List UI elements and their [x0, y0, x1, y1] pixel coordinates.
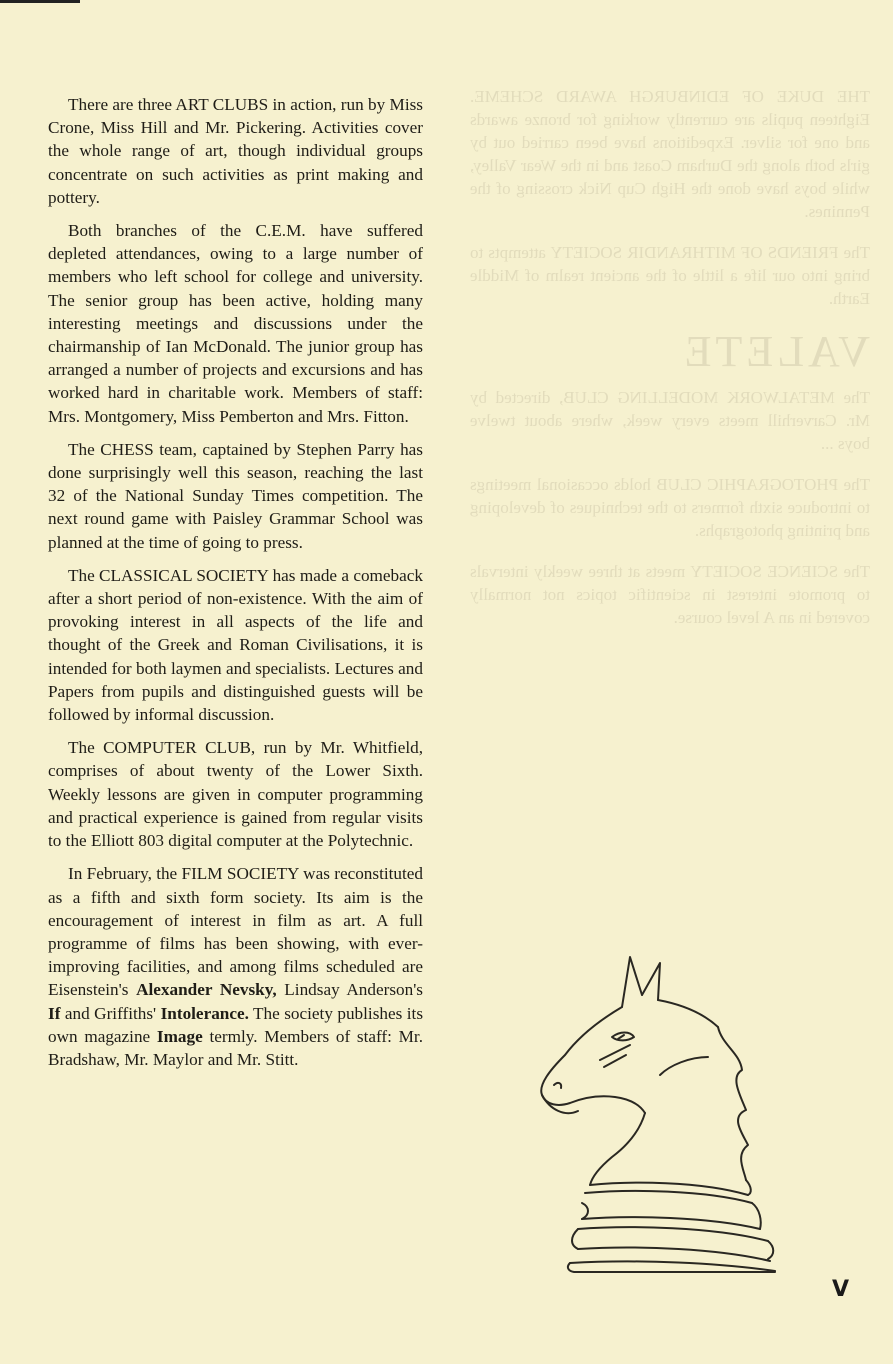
page-number: V	[831, 1277, 849, 1302]
chess-knight-icon	[530, 945, 780, 1275]
paragraph-art-clubs: There are three ART CLUBS in action, run by Miss Crone, Miss Hill and Mr. Pickering. Activities cover the whole range of art, though individual groups concentrate on such activities as print making and pottery.	[48, 95, 423, 207]
article-column	[48, 93, 423, 1081]
paragraph-film-society	[48, 862, 423, 1071]
magazine-title-image: Image	[156, 1026, 203, 1046]
page-edge-mark	[0, 0, 80, 3]
paragraph-classical-society: The CLASSICAL SOCIETY has made a comeback after a short period of non-existence. With the aim of provoking interest in all aspects of the life and thought of the Greek and Roman Civilisations, it is intended for both laymen and specialists. Lectures and Papers from pupils and distinguished guests will be followed by informal discussion.	[48, 565, 423, 725]
film-text-2: Lindsay Anderson's	[276, 980, 423, 1000]
film-text-5: termly. Members of staff: Mr. Bradshaw, Mr. Maylor and Mr. Stitt.	[48, 1026, 423, 1069]
paragraph-computer-club: The COMPUTER CLUB, run by Mr. Whitfield, comprises of about twenty of the Lower Sixth. Weekly lessons are given in computer programming and practical experience is gained from regular visits to the Elliott 803 digital computer at the Polytechnic.	[48, 738, 423, 851]
paragraph-chess: The CHESS team, captained by Stephen Parry has done surprisingly well this season, reaching the last 32 of the National Sunday Times competition. The next round game with Paisley Grammar School was planned at the time of going to press.	[48, 439, 423, 552]
film-title-intolerance: Intolerance.	[160, 1003, 249, 1023]
paragraph-cem: Both branches of the C.E.M. have suffered depleted attendances, owing to a large number of members who left school for college and university. The senior group has been active, holding many interesting meetings and discussions under the chairmanship of Ian McDonald. The junior group has arranged a number of projects and excursions and has worked hard in charitable work. Members of staff: Mrs. Montgomery, Miss Pemberton and Mrs. Fitton.	[48, 221, 423, 426]
film-text-4: The society publishes its own magazine	[48, 1003, 424, 1046]
reverse-side-bleed-through: THE DUKE OF EDINBURGH AWARD SCHEME. Eighteen pupils are currently working for bronze awards and one for silver. Expeditions have been carried out by girls both along the Durham Coast and in the Wear Valley, while boys have done the High Cup Nick crossing of the Pennines. The FRIENDS OF MITHRANDIR SOCIETY attempts to bring into our life a little of the ancient realm of Middle Earth. VALETE The METALWORK MODELLING CLUB, directed by Mr. Carverhill meets every week, where about twelve boys ... The PHOTOGRAPHIC CLUB holds occasional meetings to introduce sixth formers to the techniques of developing and printing photographs. The SCIENCE SOCIETY meets at three weekly intervals to promote interest in scientific topics not normally covered in an A level course.	[470, 87, 870, 627]
film-text-3: and Griffiths'	[60, 1003, 161, 1023]
film-text-1: In February, the FILM SOCIETY was reconstituted as a fifth and sixth form society. Its aim is the encouragement of interest in film as art. A full programme of films has been showing, with ever-improving facilities, and among films scheduled are Eisenstein's	[48, 864, 423, 1000]
film-title-alexander-nevsky: Alexander Nevsky,	[136, 980, 277, 1000]
film-title-if: If	[48, 1003, 61, 1023]
